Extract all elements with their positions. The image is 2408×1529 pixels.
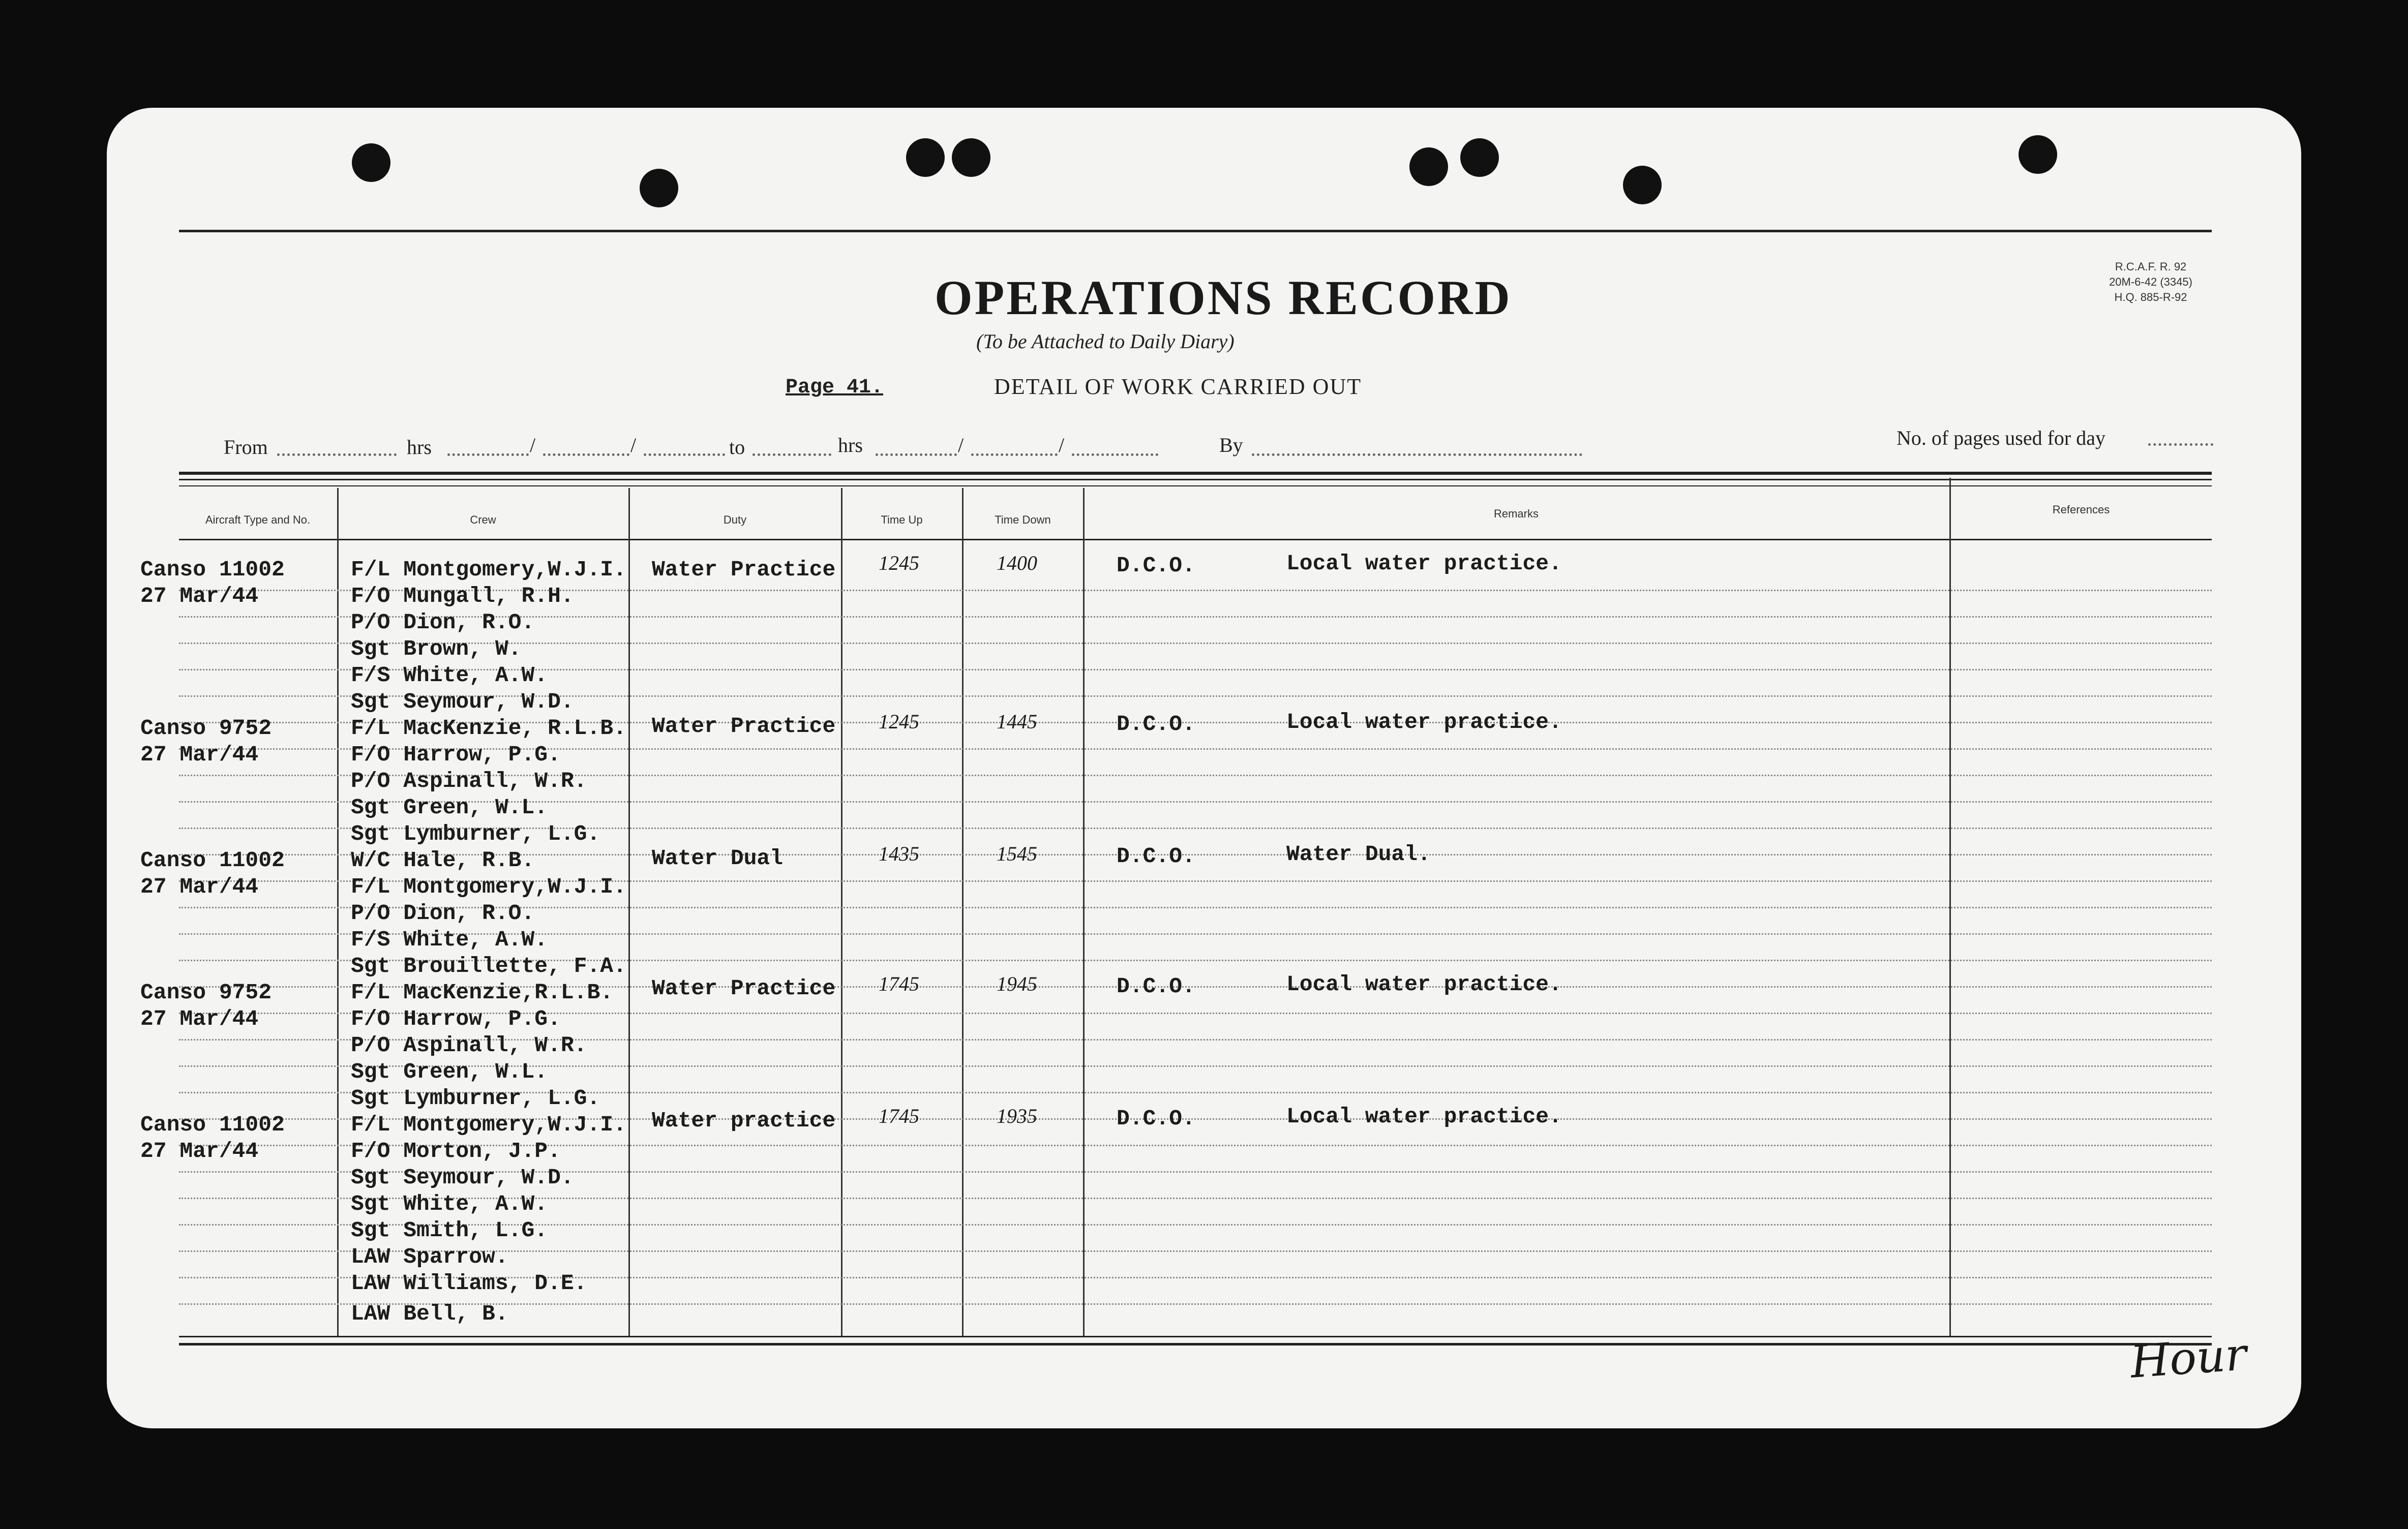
flight-date: 27 Mar/44 [140, 584, 259, 608]
crew-member: F/O Mungall, R.H. [351, 584, 574, 608]
remarks: Local water practice. [1286, 551, 1562, 576]
by-field [1252, 453, 1582, 456]
aircraft-type: Canso 11002 [140, 1112, 285, 1137]
col-header-remarks: Remarks [1493, 507, 1539, 520]
table-top-rule-2 [179, 479, 2212, 480]
slash-3: / [958, 434, 964, 456]
time-down: 1545 [997, 842, 1037, 865]
crew-member: F/L Montgomery,W.J.I. [351, 1112, 626, 1137]
crew-member: F/L Montgomery,W.J.I. [351, 557, 626, 582]
aircraft-type: Canso 9752 [140, 716, 272, 741]
crew-member: P/O Dion, R.O. [351, 610, 535, 635]
duty: Water Dual [652, 846, 784, 871]
to-year-field [1072, 453, 1158, 456]
flight-date: 27 Mar/44 [140, 874, 259, 899]
punch-hole [1409, 147, 1448, 186]
remarks: Local water practice. [1286, 710, 1562, 735]
authority-code: D.C.O. [1117, 974, 1195, 999]
flight-date: 27 Mar/44 [140, 742, 259, 767]
crew-member: Sgt Green, W.L. [351, 1059, 548, 1084]
to-time-field [876, 453, 957, 456]
crew-member: Sgt White, A.W. [351, 1191, 548, 1216]
time-up: 1245 [879, 552, 919, 574]
crew-member: P/O Aspinall, W.R. [351, 1033, 587, 1058]
crew-member: LAW Sparrow. [351, 1244, 508, 1269]
form-code-line: H.Q. 885-R-92 [2114, 291, 2187, 303]
col-divider [1083, 488, 1085, 1337]
authority-code: D.C.O. [1117, 712, 1195, 737]
remarks: Local water practice. [1286, 972, 1562, 997]
form-code-line: R.C.A.F. R. 92 [2115, 260, 2187, 273]
crew-member: Sgt Smith, L.G. [351, 1218, 548, 1243]
crew-member: W/C Hale, R.B. [351, 848, 535, 873]
remarks: Local water practice. [1286, 1104, 1562, 1129]
crew-member: F/O Harrow, P.G. [351, 1006, 561, 1031]
form-code-line: 20M-6-42 (3345) [2109, 276, 2192, 288]
crew-member: LAW Williams, D.E. [351, 1271, 587, 1296]
crew-member: Sgt Green, W.L. [351, 795, 548, 820]
col-header-time-down: Time Down [995, 513, 1051, 526]
col-divider [962, 488, 964, 1337]
col-header-aircraft: Aircraft Type and No. [205, 513, 311, 526]
signature: Hour [2128, 1328, 2248, 1388]
time-up: 1745 [879, 1105, 919, 1127]
authority-code: D.C.O. [1117, 844, 1195, 869]
slash-1: / [530, 434, 536, 456]
aircraft-type: Canso 11002 [140, 848, 285, 873]
col-divider [841, 488, 842, 1337]
col-divider [337, 488, 339, 1337]
pages-used-field [2148, 443, 2213, 446]
punch-hole [352, 143, 390, 182]
remarks: Water Dual. [1286, 842, 1431, 867]
punch-hole [640, 169, 678, 207]
by-label: By [1219, 434, 1243, 456]
crew-member: Sgt Seymour, W.D. [351, 1165, 574, 1190]
col-header-crew: Crew [470, 513, 496, 526]
top-rule [179, 230, 2212, 232]
detail-heading: DETAIL OF WORK CARRIED OUT [994, 374, 1362, 399]
header-bottom-rule [179, 539, 2212, 540]
punch-hole [952, 138, 990, 177]
table-bottom-rule-2 [179, 1343, 2212, 1345]
page-title: OPERATIONS RECORD [935, 270, 1512, 325]
page-number: Page 41. [786, 376, 884, 399]
from-time-field [447, 453, 529, 456]
time-down: 1945 [997, 972, 1037, 995]
time-down: 1935 [997, 1105, 1037, 1127]
crew-member: P/O Aspinall, W.R. [351, 769, 587, 793]
punch-hole [906, 138, 945, 177]
duty: Water Practice [652, 557, 836, 582]
punch-hole [1460, 138, 1499, 177]
crew-member: F/L Montgomery,W.J.I. [351, 874, 626, 899]
punch-hole [1623, 166, 1662, 204]
punch-hole [2019, 135, 2057, 174]
crew-member: Sgt Lymburner, L.G. [351, 1086, 600, 1111]
table-top-rule [179, 472, 2212, 475]
crew-member: LAW Bell, B. [351, 1301, 508, 1326]
time-up: 1745 [879, 972, 919, 995]
from-field [277, 453, 397, 456]
duty: Water practice [652, 1108, 836, 1133]
to-field [752, 453, 831, 456]
time-down: 1400 [997, 552, 1037, 574]
crew-member: Sgt Lymburner, L.G. [351, 821, 600, 846]
authority-code: D.C.O. [1117, 553, 1195, 578]
duty: Water Practice [652, 714, 836, 739]
form-code-block [2059, 259, 2242, 305]
to-label: to [729, 436, 745, 458]
from-label: From [224, 436, 268, 458]
flight-date: 27 Mar/44 [140, 1006, 259, 1031]
time-up: 1435 [879, 842, 919, 865]
crew-member: F/S White, A.W. [351, 927, 548, 952]
crew-member: F/O Harrow, P.G. [351, 742, 561, 767]
hrs-label: hrs [407, 436, 432, 458]
col-divider [628, 488, 630, 1337]
crew-member: Sgt Seymour, W.D. [351, 689, 574, 714]
aircraft-type: Canso 9752 [140, 980, 272, 1005]
hrs-label-2: hrs [838, 434, 863, 456]
col-header-time-up: Time Up [881, 513, 923, 526]
slash-4: / [1059, 434, 1065, 456]
to-day-field [971, 453, 1058, 456]
page-subtitle: (To be Attached to Daily Diary) [976, 330, 1235, 353]
flight-date: 27 Mar/44 [140, 1139, 259, 1164]
crew-member: Sgt Brouillette, F.A. [351, 954, 626, 978]
duty: Water Practice [652, 976, 836, 1001]
aircraft-type: Canso 11002 [140, 557, 285, 582]
crew-member: F/O Morton, J.P. [351, 1139, 561, 1164]
time-up: 1245 [879, 710, 919, 733]
crew-member: F/S White, A.W. [351, 663, 548, 688]
col-header-references: References [2052, 503, 2110, 516]
crew-member: P/O Dion, R.O. [351, 901, 535, 926]
time-down: 1445 [997, 710, 1037, 733]
authority-code: D.C.O. [1117, 1106, 1195, 1131]
pages-used-label: No. of pages used for day [1897, 426, 2105, 449]
col-header-duty: Duty [723, 513, 747, 526]
from-day-field [543, 453, 629, 456]
crew-member: F/L MacKenzie, R.L.B. [351, 716, 626, 741]
from-year-field [644, 453, 725, 456]
table-bottom-rule [179, 1336, 2212, 1337]
table-top-rule-3 [179, 485, 2212, 486]
crew-member: Sgt Brown, W. [351, 636, 522, 661]
slash-2: / [630, 434, 637, 456]
crew-member: F/L MacKenzie,R.L.B. [351, 980, 614, 1005]
